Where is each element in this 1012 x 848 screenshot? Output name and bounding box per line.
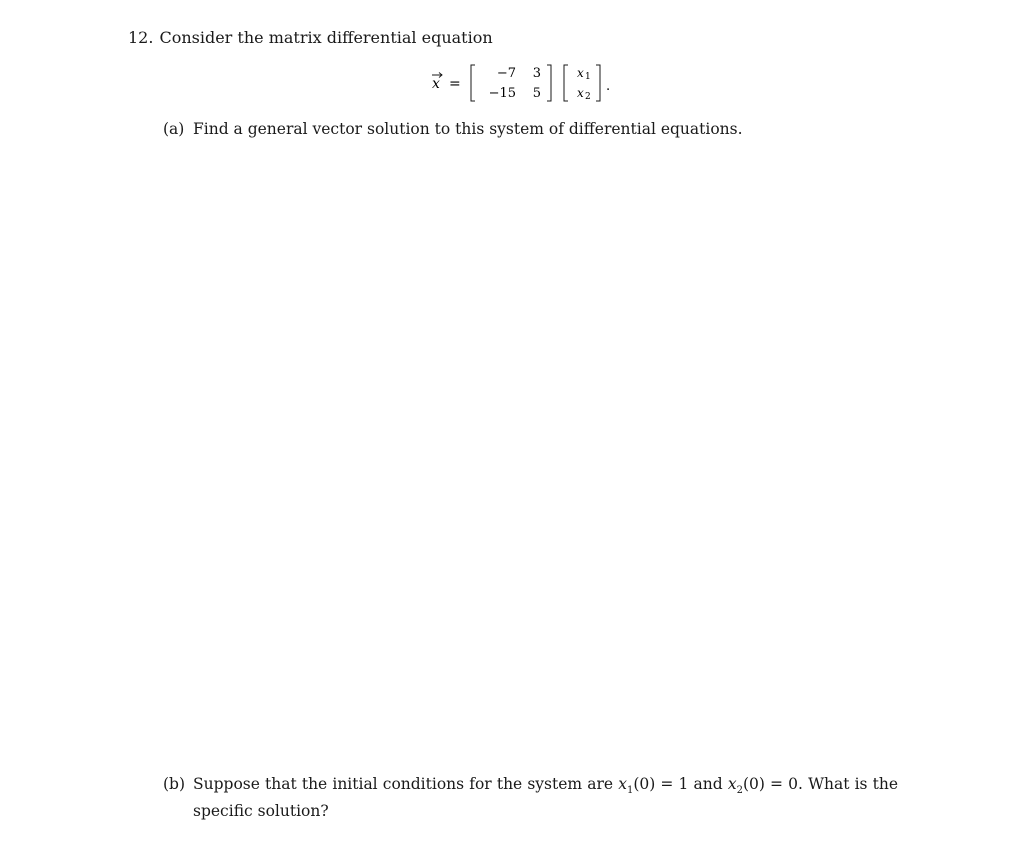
cond1-variable: x: [618, 775, 627, 793]
equation-lhs: [432, 72, 461, 92]
part-b-text-before: Suppose that the initial conditions for the system are: [193, 775, 619, 793]
problem-number: 12.: [128, 28, 154, 47]
vector-entries: [577, 66, 591, 102]
part-a: [163, 119, 743, 139]
matrix-equation: [430, 60, 630, 106]
equation-period: .: [606, 79, 611, 94]
matrix-left-bracket: [471, 65, 475, 101]
problem-header: [128, 28, 493, 47]
vector-entry-x: x: [577, 66, 584, 80]
lhs-prime: ′: [440, 72, 443, 85]
part-b-text-line2: specific solution?: [193, 802, 329, 821]
and-word: and: [688, 775, 728, 793]
cond2-subscript: 2: [736, 785, 743, 797]
vector-entry-x2: x: [577, 86, 584, 100]
vector-right-bracket: [596, 65, 600, 101]
part-a-label: (a): [163, 120, 185, 138]
matrix-entry-r2c1: −15: [488, 86, 516, 101]
cond1-subscript: 1: [626, 785, 634, 797]
vector-entry-sub2: 2: [585, 92, 591, 102]
part-b-text-after: What is the: [802, 775, 899, 793]
problem-intro: Consider the matrix differential equation: [159, 28, 493, 47]
part-b: [163, 774, 903, 821]
matrix-entry-r1c2: 3: [532, 66, 541, 81]
matrix-entries: [489, 66, 541, 101]
part-b-label: (b): [163, 775, 186, 793]
matrix-entry-r1c1: −7: [496, 66, 516, 81]
matrix-entry-r2c2: 5: [532, 86, 541, 101]
part-a-text: Find a general vector solution to this system of differential equations.: [193, 120, 743, 138]
equals-sign: =: [449, 76, 461, 92]
part-b-text: [193, 774, 898, 801]
lhs-variable: x: [432, 76, 440, 92]
vector-left-bracket: [564, 65, 568, 101]
vector-entry-sub1: 1: [585, 72, 591, 82]
cond2-rest: (0) = 0.: [742, 775, 803, 793]
cond1-rest: (0) = 1: [633, 775, 689, 793]
matrix-right-bracket: [547, 65, 551, 101]
cond2-variable: x: [727, 775, 737, 793]
